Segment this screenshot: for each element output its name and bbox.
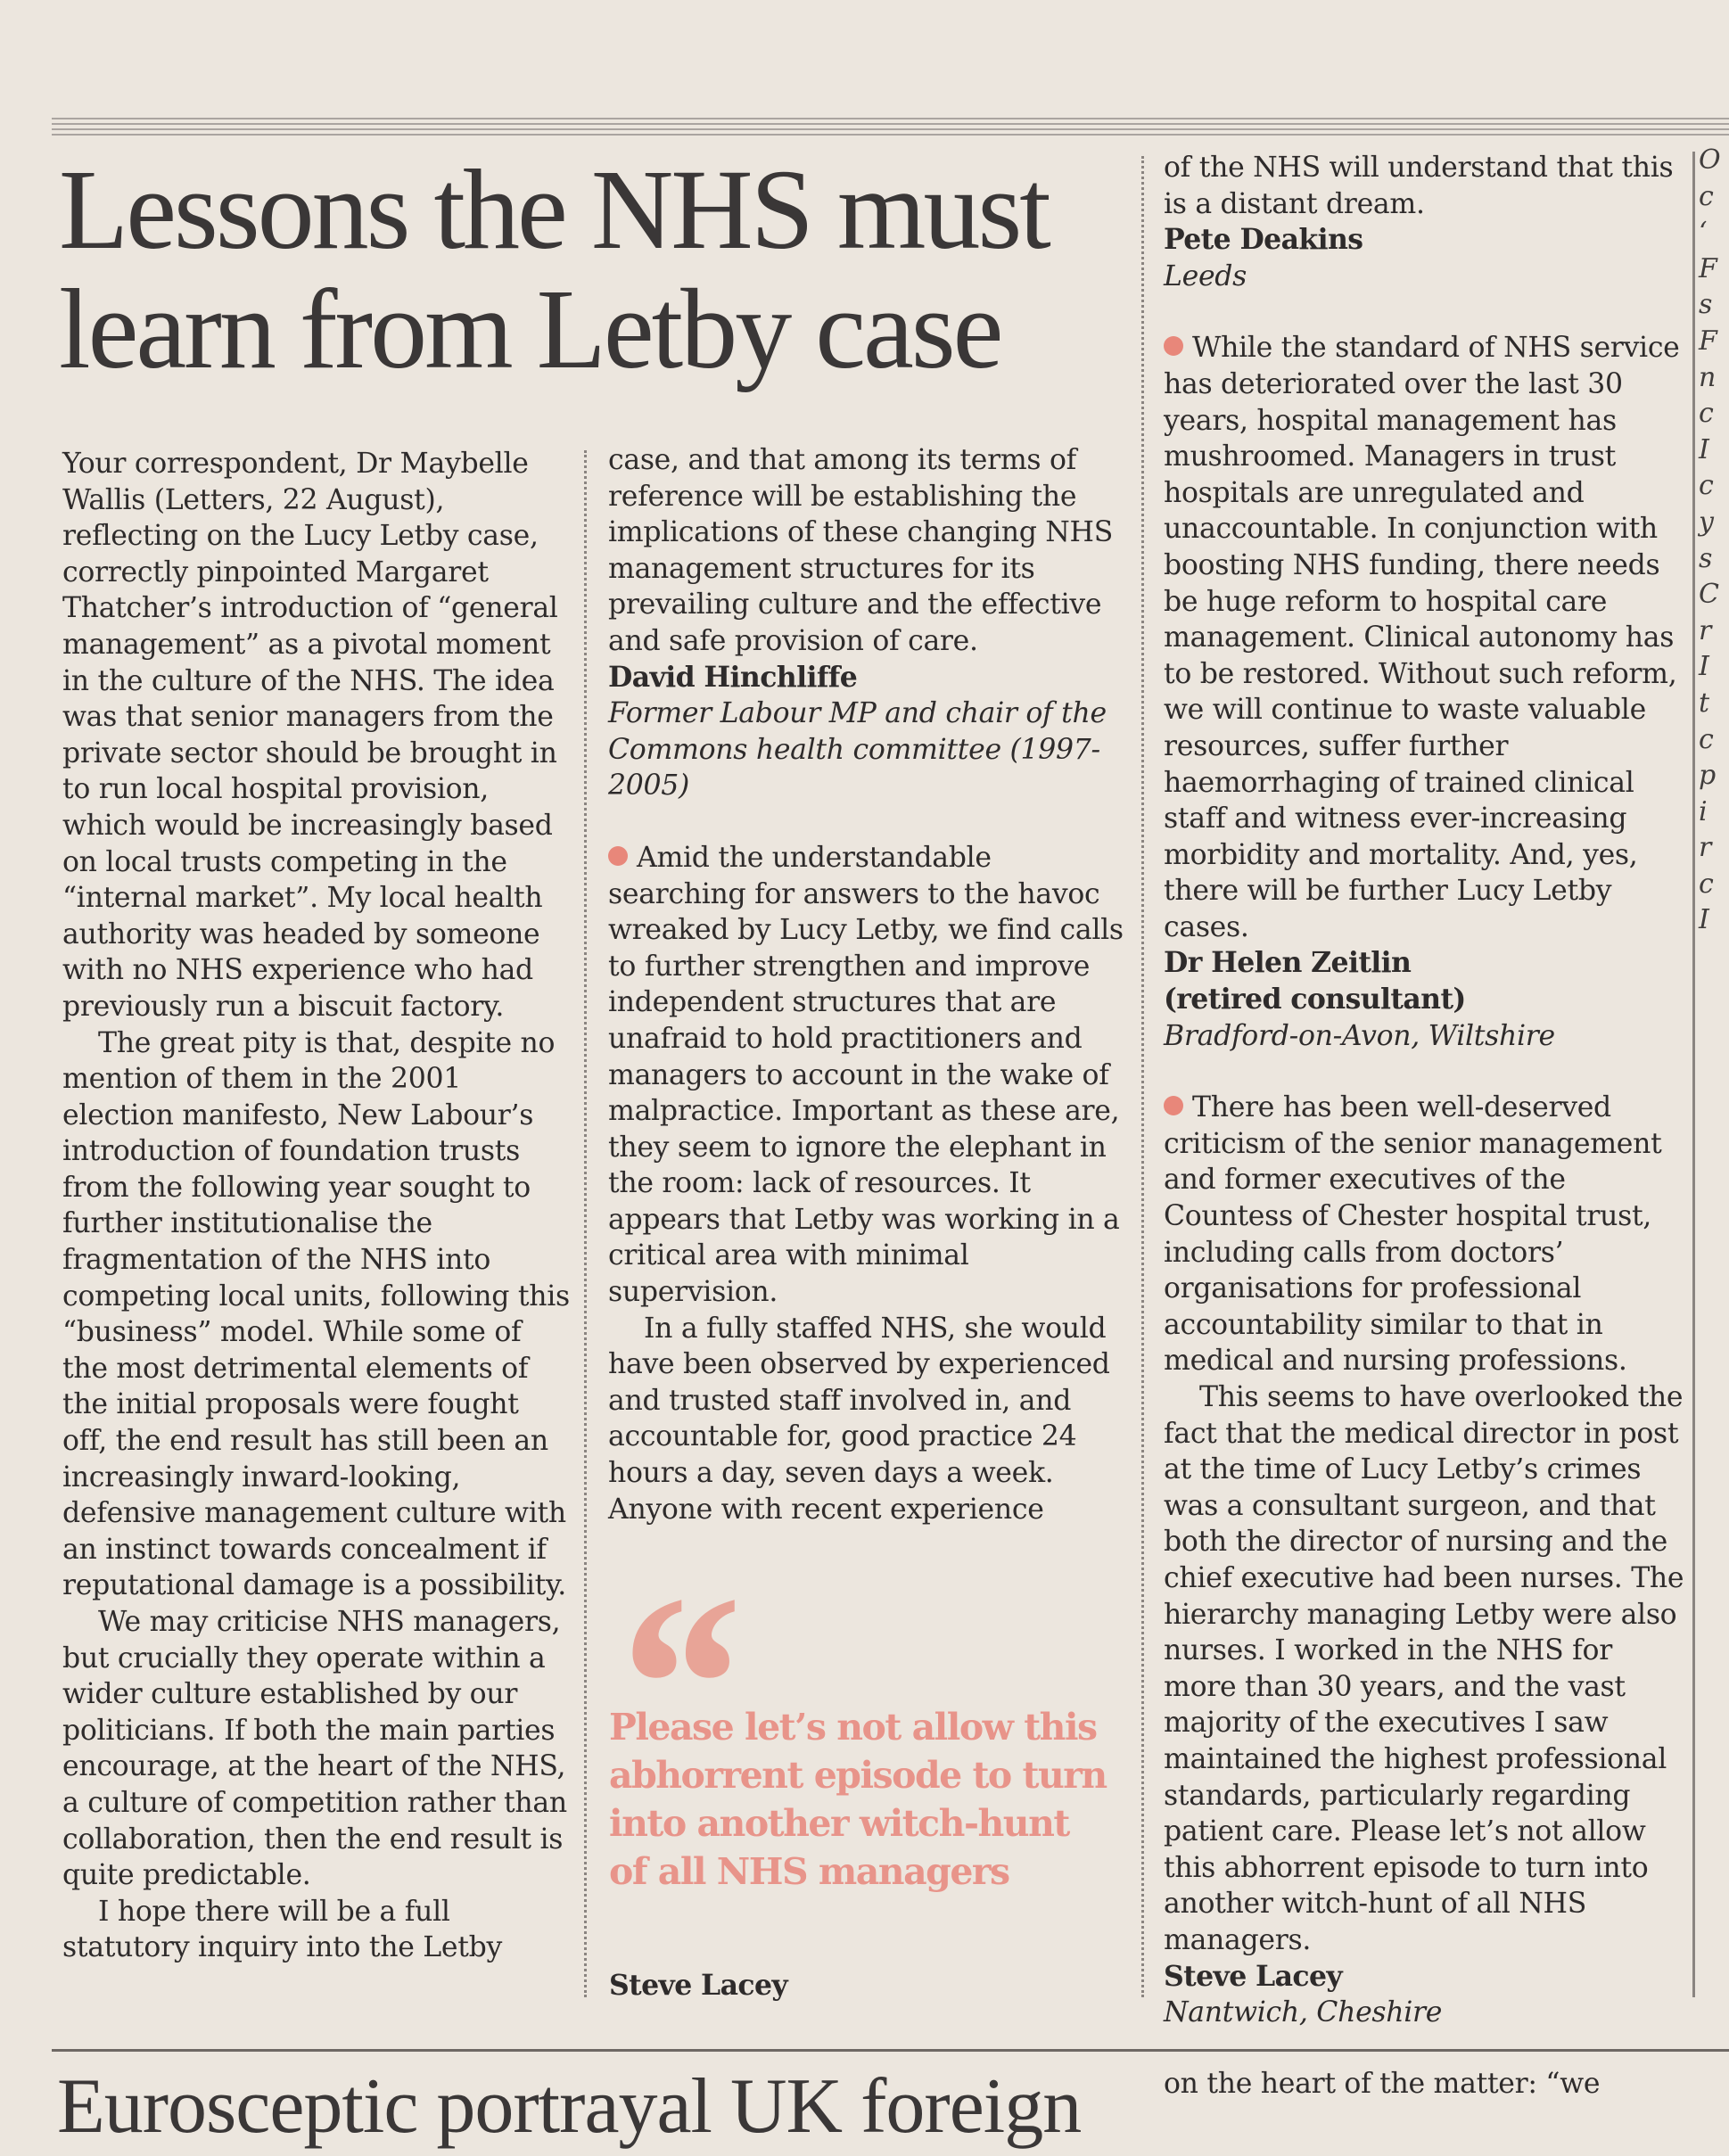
signature-name: David Hinchliffe	[608, 660, 858, 694]
signature-location: Bradford-on-Avon, Wiltshire	[1164, 1019, 1555, 1052]
column-divider	[584, 450, 587, 1997]
signature-name: Steve Lacey	[1164, 1959, 1343, 1993]
letter-paragraph: We may criticise NHS managers, but crucially they operate within a wider culture established by our politicians. If both the main parties encourage, at the heart of the NHS, a culture of competition rather than collaboration, then the end result is quite predictable.	[62, 1606, 567, 1892]
letter-paragraph: of the NHS will understand that this is a distant dream.	[1164, 152, 1674, 220]
next-article-text: on the heart of the matter: “we	[1164, 2068, 1601, 2100]
adjacent-column-fragment: O c ‘ F s F n c I c y s C r I t c p i r c I	[1699, 144, 1721, 936]
pull-quote: Please let’s not allow this abhorrent episode to turn into another witch-hunt of all NHS managers	[609, 1706, 1107, 1893]
bullet-icon	[1164, 336, 1183, 356]
column-divider	[1141, 156, 1144, 1997]
letter-column-3	[1164, 150, 1690, 2031]
headline: Lessons the NHS must learn from Letby case	[59, 146, 1049, 392]
bullet-icon	[608, 846, 628, 866]
letter-column-2	[608, 442, 1125, 1527]
letter-paragraph: case, and that among its terms of reference will be establishing the implications of these changing NHS management structures for its prevailing culture and the effective and safe provision of care.	[608, 444, 1113, 657]
letter-paragraph: There has been well-deserved criticism of the senior management and former executives of the Countess of Chester hospital trust, including calls from doctors’ organisations for professional accountability similar to that in medical and nursing professions.	[1164, 1091, 1662, 1378]
section-rule	[52, 2049, 1729, 2052]
letter-paragraph: Amid the understandable searching for answers to the havoc wreaked by Lucy Letby, we find calls to further strengthen and improve independent structures that are unafraid to hold practitioners and managers to account in the wake of malpractice. Important as these are, they seem to ignore the elephant in the room: lack of resources. It appears that Letby was working in a critical area with minimal supervision.	[608, 841, 1124, 1309]
letter-paragraph: Your correspondent, Dr Maybelle Wallis (Letters, 22 August), reflecting on the Lucy Letby case, correctly pinpointed Margaret Thatcher’s introduction of “general management” as a pivotal moment in the culture of the NHS. The idea was that senior managers from the private sector should be brought in to run local hospital provision, which would be increasingly based on local trusts competing in the “internal market”. My local health authority was headed by someone with no NHS experience who had previously run a biscuit factory.	[62, 448, 558, 1023]
next-article-headline: Eurosceptic portrayal UK foreign	[57, 2063, 1082, 2150]
quote-mark-icon: “	[608, 1542, 737, 1828]
signature-name: Dr Helen Zeitlin	[1164, 946, 1412, 980]
bullet-icon	[1164, 1096, 1183, 1115]
signature-name: Pete Deakins	[1164, 223, 1363, 257]
letter-paragraph: In a fully staffed NHS, she would have been observed by experienced and trusted staff involved in, and accountable for, good practice 24 hours a day, seven days a week. Anyone with recent experience	[608, 1312, 1110, 1526]
signature-role: Former Labour MP and chair of the Commons health committee (1997-2005)	[608, 697, 1107, 802]
letter-paragraph: This seems to have overlooked the fact that the medical director in post at the time of Lucy Letby’s crimes was a consultant surgeon, and that both the director of nursing and the chief executive had been nurses. The hierarchy managing Letby were also nurses. I worked in the NHS for more than 30 years, and the vast majority of the executives I saw maintained the highest professional standards, particularly regarding patient care. Please let’s not allow this abhorrent episode to turn into another witch-hunt of all NHS managers.	[1164, 1381, 1684, 1956]
letter-paragraph: While the standard of NHS service has deteriorated over the last 30 years, hospital management has mushroomed. Managers in trust hospitals are unregulated and unaccountable. In conjunction with boosting NHS funding, there needs be huge reform to hospital care management. Clinical autonomy has to be restored. Without such reform, we will continue to waste valuable resources, suffer further haemorrhaging of trained clinical staff and witness ever-increasing morbidity and mortality. And, yes, there will be further Lucy Letby cases.	[1164, 332, 1680, 943]
signature-role: (retired consultant)	[1164, 983, 1466, 1016]
letter-paragraph: I hope there will be a full statutory inquiry into the Letby	[62, 1895, 502, 1964]
signature-location: Nantwich, Cheshire	[1164, 1996, 1443, 2029]
letter-paragraph: The great pity is that, despite no mention of them in the 2001 election manifesto, New Labour’s introduction of foundation trusts from the following year sought to further institutionalise the fragmentation of the NHS into competing local units, following this “business” model. While some of the most detrimental elements of the initial proposals were fought off, the end result has still been an increasingly inward-looking, defensive management culture with an instinct towards concealment if reputational damage is a possibility.	[62, 1026, 570, 1602]
signature-location: Leeds	[1164, 259, 1247, 292]
pull-quote-author: Steve Lacey	[609, 1969, 788, 2002]
masthead-rule	[52, 118, 1729, 139]
letter-column-1	[62, 446, 571, 1966]
column-divider	[1692, 152, 1695, 1997]
